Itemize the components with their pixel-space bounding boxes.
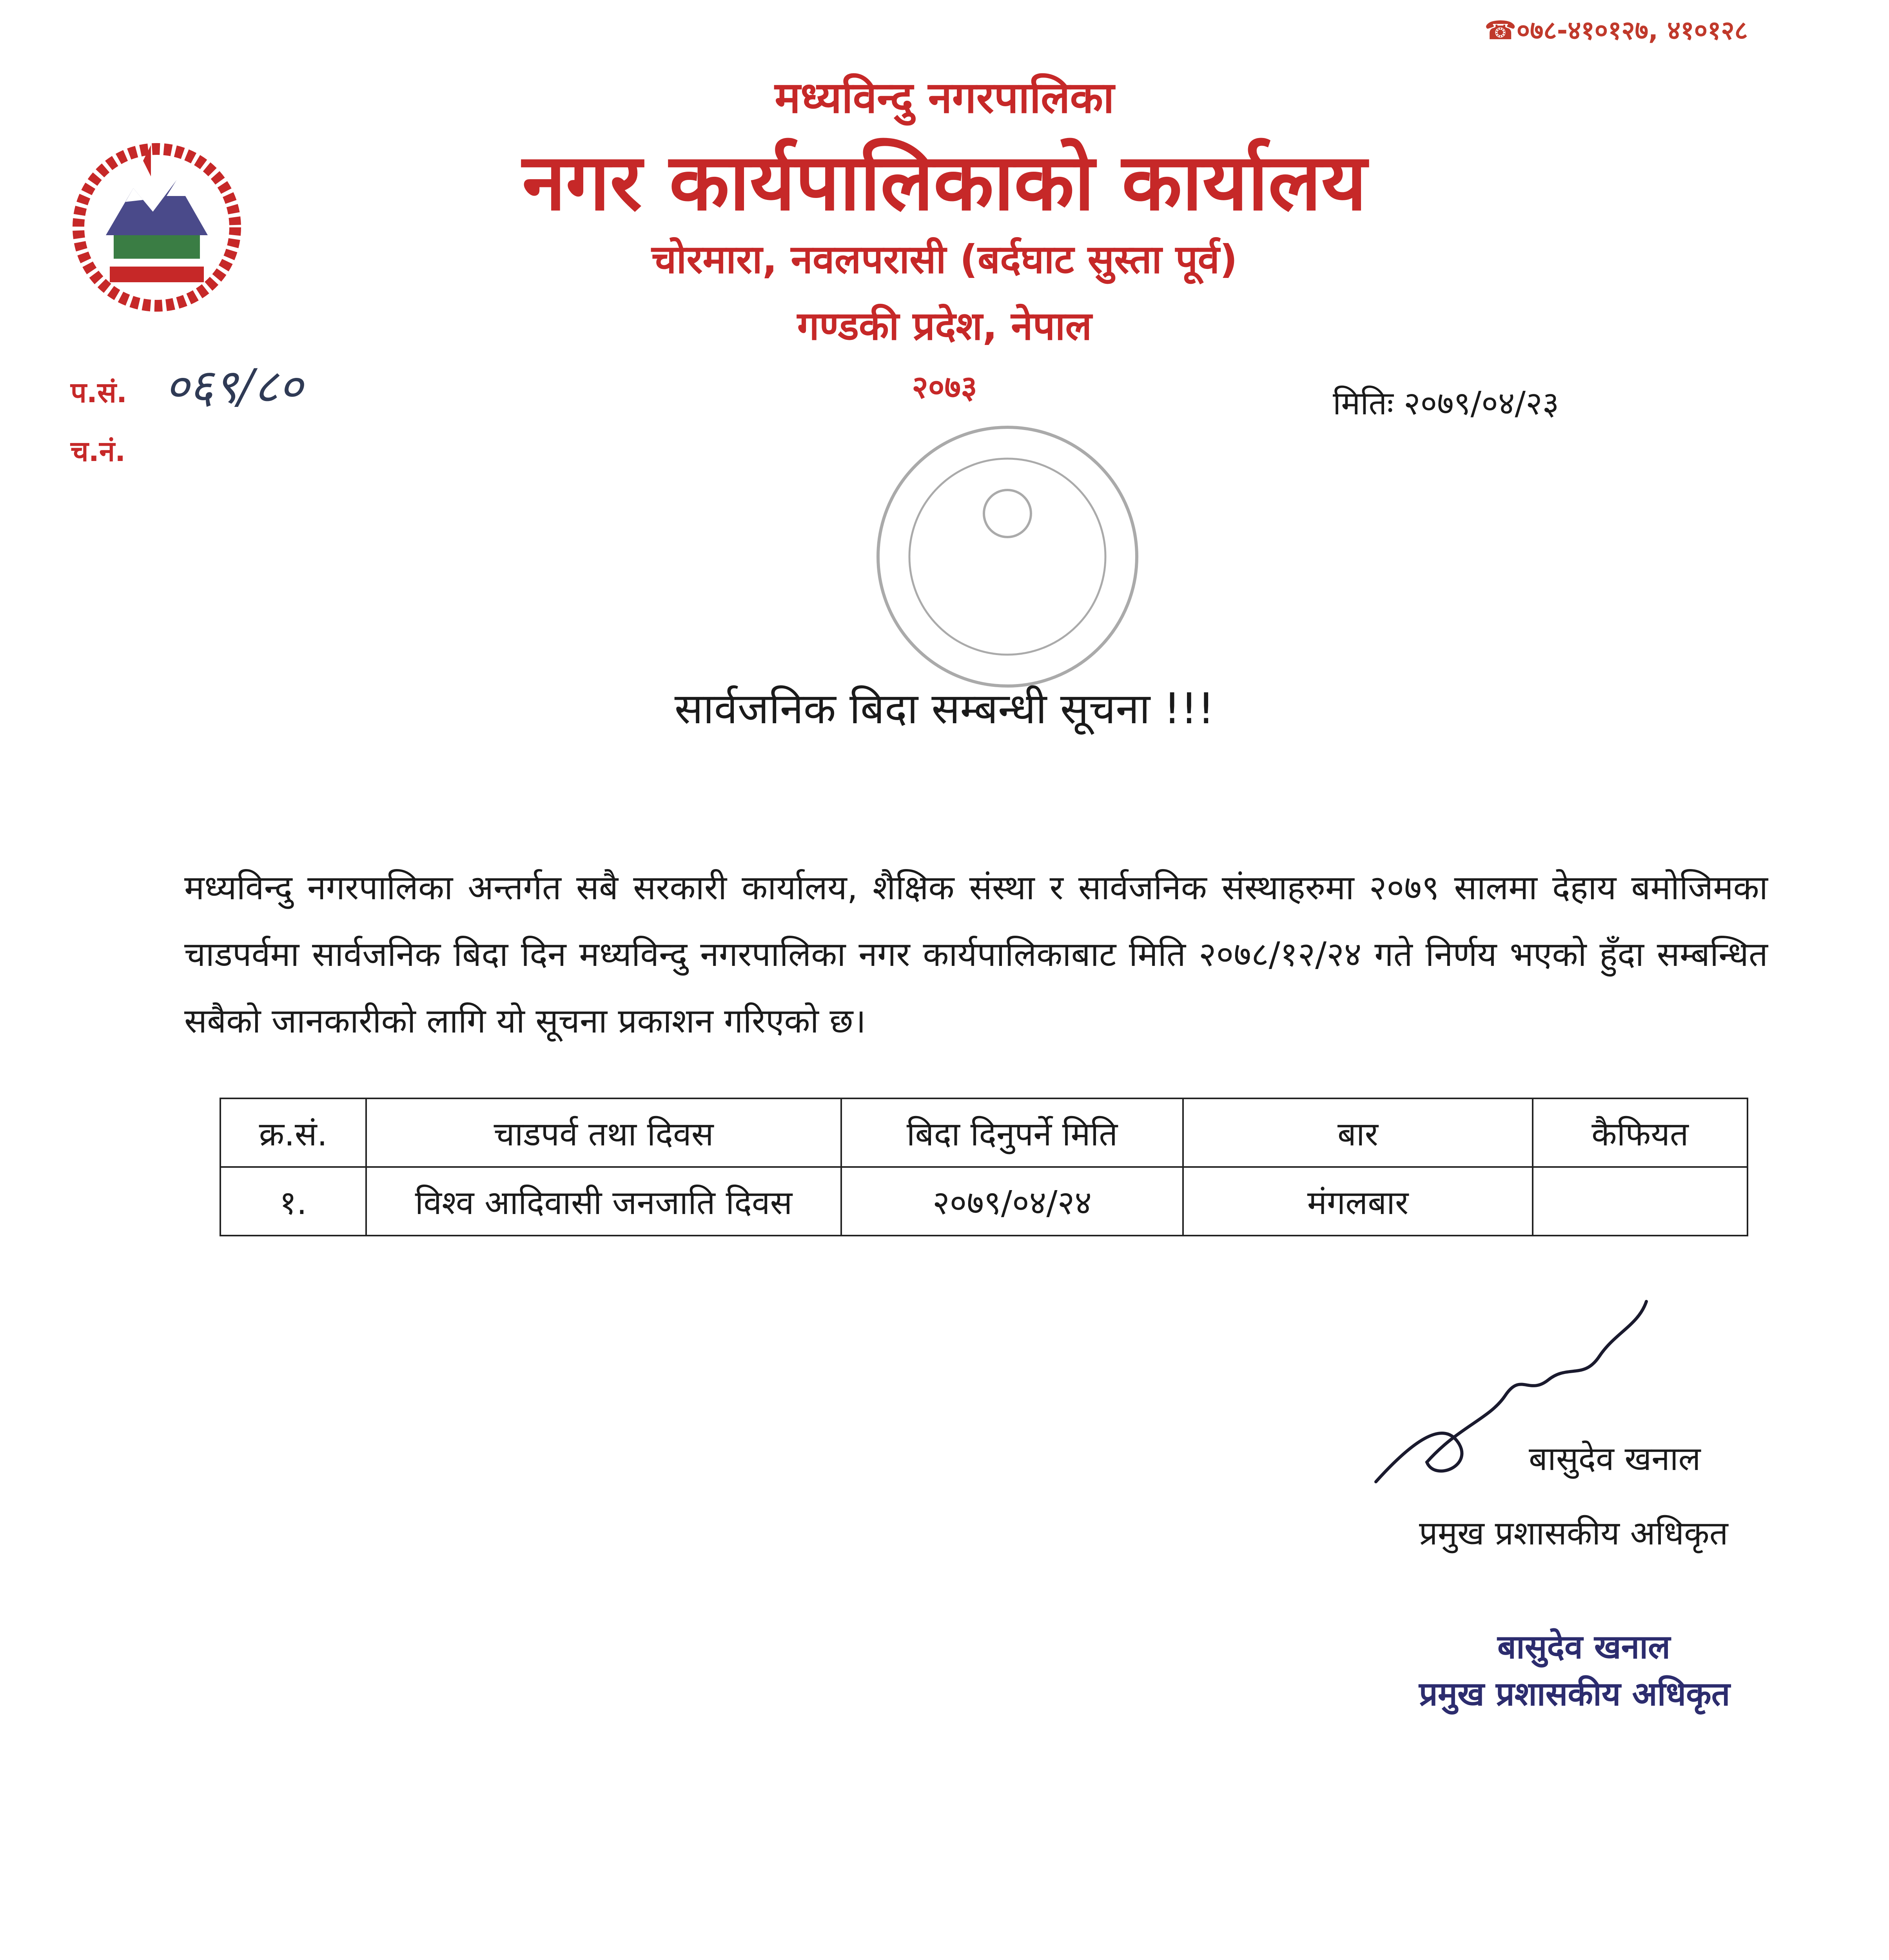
cell-date: २०७९/०४/२४ [841,1167,1183,1236]
notice-body: मध्यविन्दु नगरपालिका अन्तर्गत सबै सरकारी कार्यालय, शैक्षिक संस्था र सार्वजनिक संस्थाहरुमा २०७९ सालमा देहाय बमोजिमका चाडपर्वमा सार्वजनिक बिदा दिन मध्यविन्दु नगरपालिका नगर कार्यपालिकाबाट मिति २०७८/१२/२४ गते निर्णय भएको हुँदा सम्बन्धित सबैको जानकारीको लागि यो सूचना प्रकाशन गरिएको छ। [184,868,1768,1041]
cell-festival: विश्व आदिवासी जनजाति दिवस [366,1167,841,1236]
holiday-table [220,1098,1748,1236]
office-name: नगर कार्यपालिकाको कार्यालय [522,137,1367,228]
notice-title: सार्वजनिक बिदा सम्बन्धी सूचना !!! [674,684,1215,733]
signatory-post: प्रमुख प्रशासकीय अधिकृत [1419,1514,1728,1552]
established-year: २०७३ [912,369,977,405]
signatory-name: बासुदेव खनाल [1529,1439,1701,1478]
stamp-post: प्रमुख प्रशासकीय अधिकृत [1419,1675,1730,1713]
col-header-remarks: कैफियत [1533,1098,1747,1167]
letter-date: मितिः २०७९/०४/२३ [1333,385,1559,422]
office-seal [855,416,1160,698]
table-row [220,1167,1747,1236]
cell-remarks [1533,1167,1747,1236]
stamp-name: बासुदेव खनाल [1497,1628,1671,1666]
cell-day: मंगलबार [1183,1167,1533,1236]
cell-serial: १. [220,1167,366,1236]
col-header-date: बिदा दिनुपर्ने मिति [841,1098,1183,1167]
office-address: चोरमारा, नवलपरासी (बर्दघाट सुस्ता पूर्व) [651,236,1238,282]
cn-label: च.नं. [71,435,126,468]
col-header-day: बार [1183,1098,1533,1167]
province-country: गण्डकी प्रदेश, नेपाल [797,303,1092,349]
ps-label: प.सं. [71,376,127,409]
col-header-serial: क्र.सं. [220,1098,366,1167]
ps-value: ०६९/८० [165,359,303,414]
municipality-name: मध्यविन्दु नगरपालिका [775,73,1114,123]
table-header-row [220,1098,1747,1167]
col-header-festival: चाडपर्व तथा दिवस [366,1098,841,1167]
phone-number: ☎०७८-४१०१२७, ४१०१२८ [1484,15,1748,45]
